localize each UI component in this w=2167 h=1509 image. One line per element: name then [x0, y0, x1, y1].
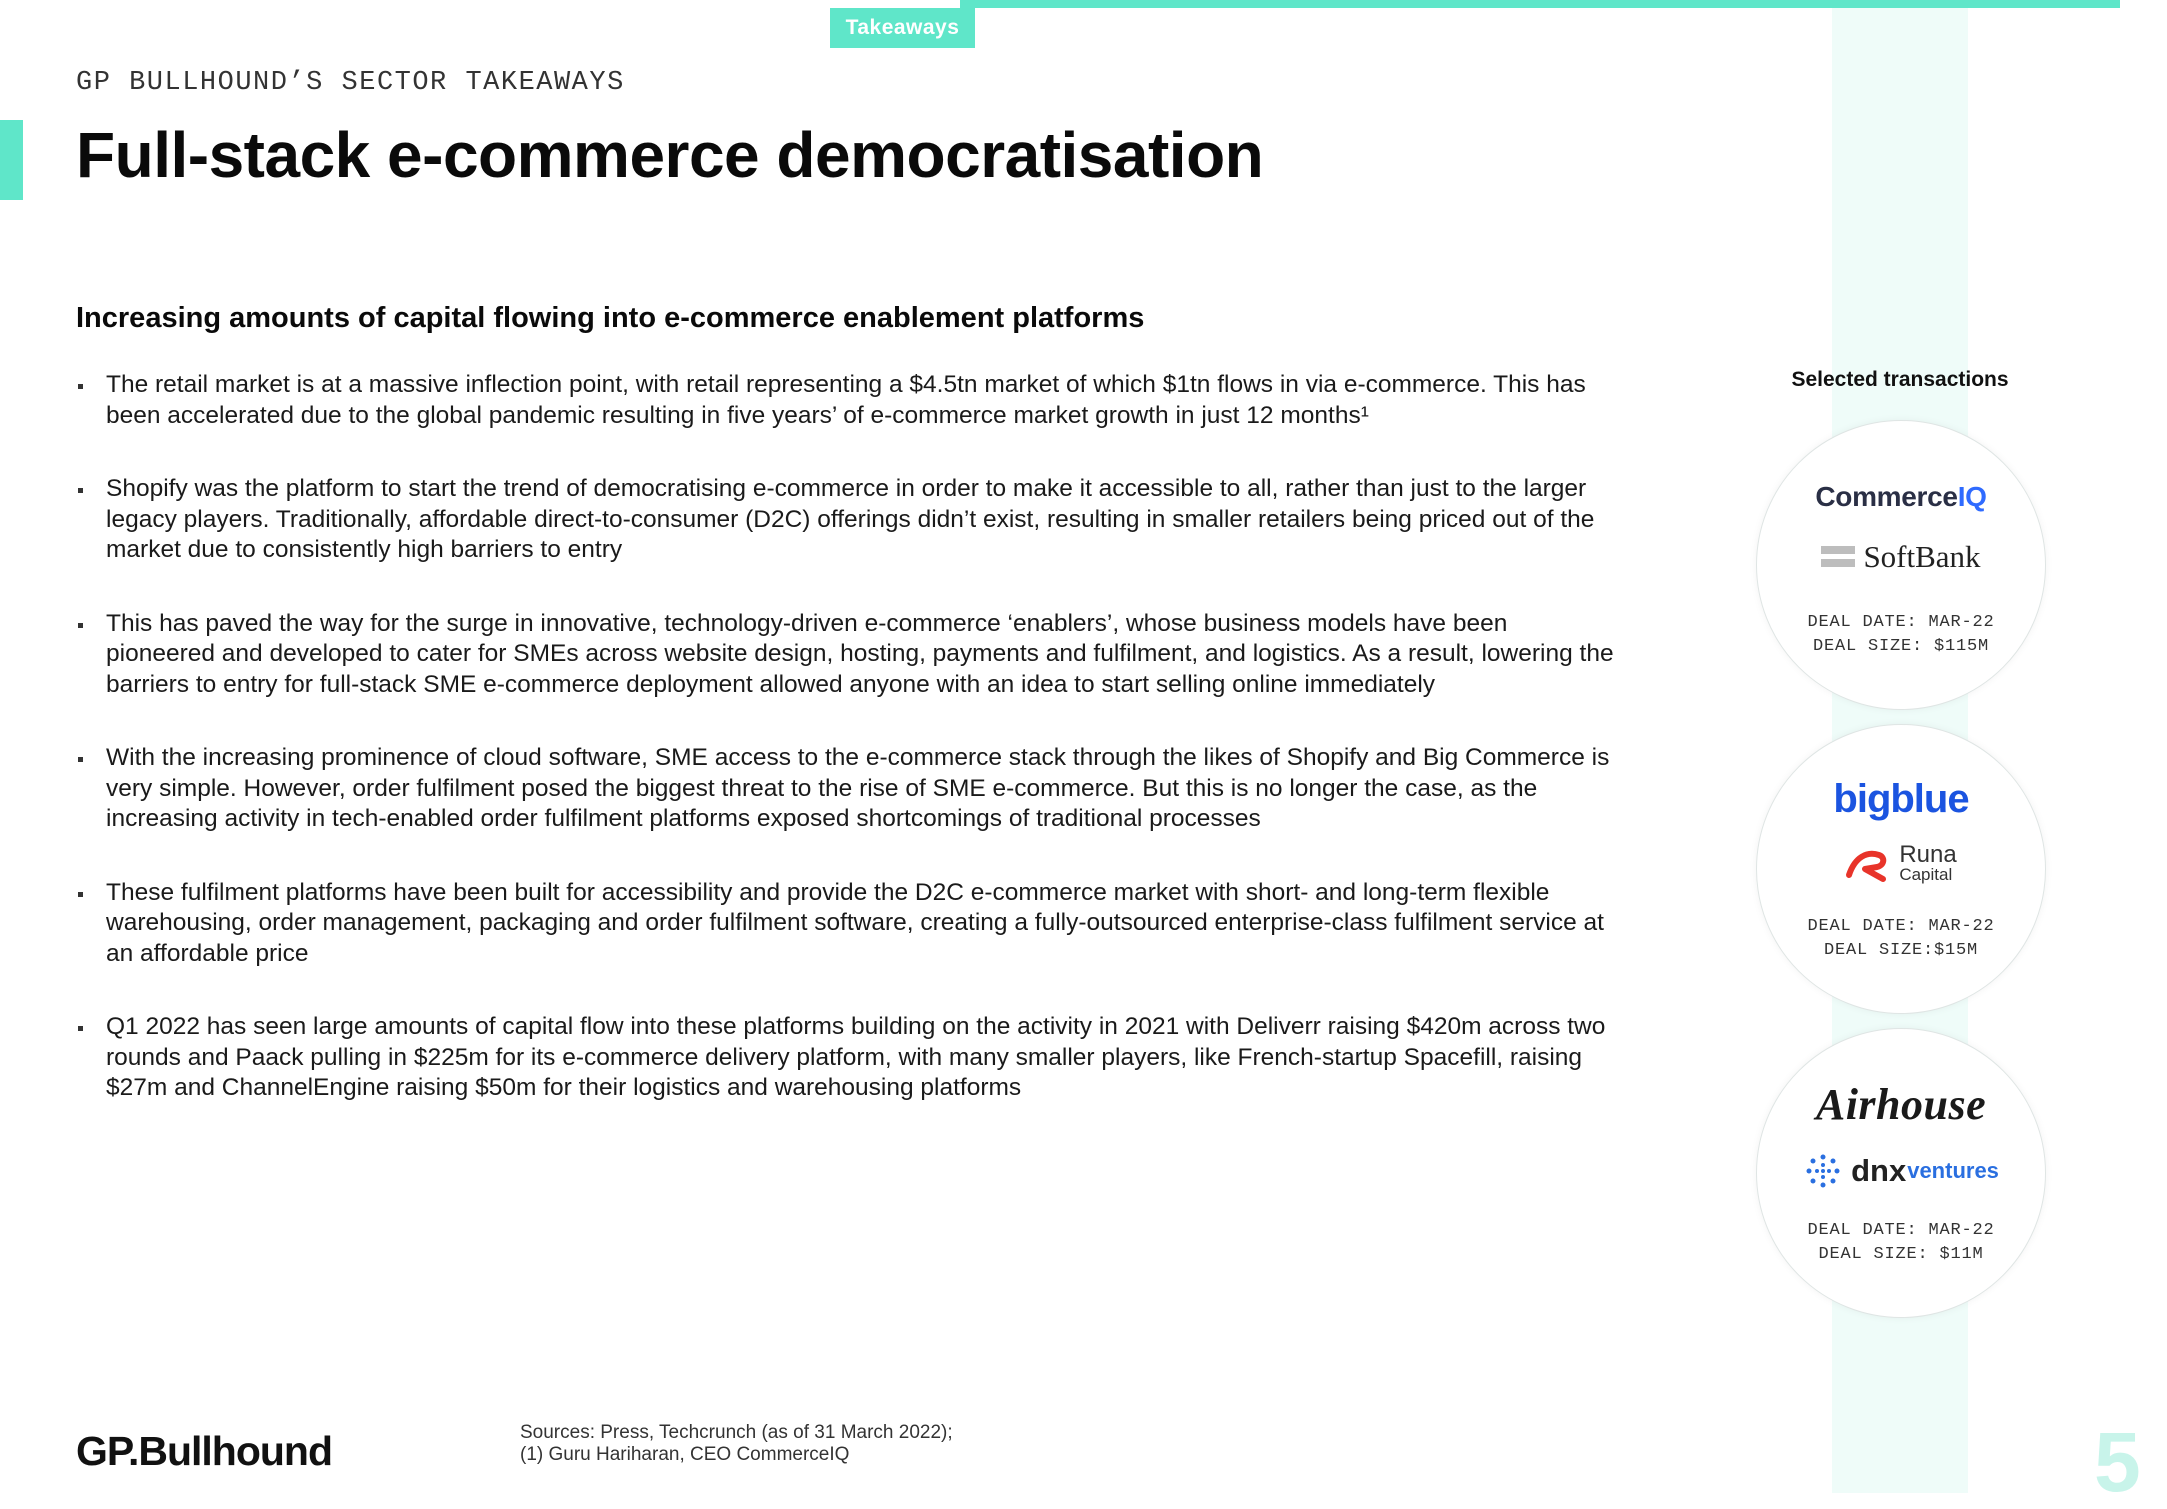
bullet-item: The retail market is at a massive inflection point, with retail representing a $4.5tn market of which $1tn flows in via e-commerce. This has been accelerated due to the global pandemic resulting in five years’ of e-commerce market growth in just 12 months¹ [76, 370, 1616, 431]
deal-size: DEAL SIZE: $115M [1812, 637, 1990, 656]
runa-capital-logo-text [1899, 841, 1957, 885]
page-number: 5 [2094, 1415, 2141, 1509]
deal-card-commerceiq [1756, 420, 2046, 710]
commerceiq-logo-main: Commerce [1815, 481, 1958, 512]
deal-date: DEAL DATE: MAR-22 [1807, 1221, 1995, 1240]
softbank-logo-text: SoftBank [1863, 539, 1981, 574]
deal-date: DEAL DATE: MAR-22 [1807, 613, 1995, 632]
deal-card-airhouse [1756, 1028, 2046, 1318]
softbank-logo [1757, 539, 2045, 575]
eyebrow-label: GP BULLHOUND’S SECTOR TAKEAWAYS [76, 68, 625, 98]
deal-size: DEAL SIZE: $11M [1818, 1245, 1984, 1264]
dnx-ventures-logo [1757, 1151, 2045, 1191]
bullet-item: These fulfilment platforms have been built for accessibility and provide the D2C e-commerce market with short- and long-term flexible warehousing, order management, packaging and order fulfilment software, creating a fully-outsourced enterprise-class fulfilment service at an affordable price [76, 878, 1616, 970]
bullet-list [76, 370, 1616, 1147]
title-accent-bar [0, 120, 23, 200]
dnx-logo-text: dnx [1851, 1153, 1907, 1188]
sources-note [520, 1422, 953, 1466]
softbank-logo-icon [1821, 546, 1855, 568]
sources-line: Sources: Press, Techcrunch (as of 31 March 2022); [520, 1422, 953, 1443]
gp-bullhound-logo: GP.Bullhound [76, 1428, 333, 1474]
section-tab[interactable]: Takeaways [830, 8, 975, 48]
commerceiq-logo-accent: IQ [1957, 481, 1987, 512]
sources-line: (1) Guru Hariharan, CEO CommerceIQ [520, 1444, 850, 1465]
runa-capital-logo [1757, 841, 2045, 885]
runa-capital-logo-icon [1845, 845, 1889, 885]
deal-meta [1757, 915, 2045, 963]
bullet-item: Shopify was the platform to start the trend of democratising e-commerce in order to make it accessible to all, rather than just to the larger legacy players. Traditionally, affordable direct-to-consumer (D2C) offerings didn’t exist, resulting in smaller retailers being priced out of the market due to consistently high barriers to entry [76, 474, 1616, 566]
deal-size: DEAL SIZE:$15M [1823, 941, 1979, 960]
top-accent-bar [960, 0, 2120, 8]
deal-meta [1757, 611, 2045, 659]
page-title: Full-stack e-commerce democratisation [76, 119, 1264, 191]
bullet-item: With the increasing prominence of cloud software, SME access to the e-commerce stack through the likes of Shopify and Big Commerce is very simple. However, order fulfilment posed the biggest threat to the rise of SME e-commerce. But this is no longer the case, as the increasing activity in tech-enabled order fulfilment platforms exposed shortcomings of traditional processes [76, 743, 1616, 835]
section-heading: Increasing amounts of capital flowing into e-commerce enablement platforms [76, 302, 1145, 334]
deal-date: DEAL DATE: MAR-22 [1807, 917, 1995, 936]
commerceiq-logo [1757, 481, 2045, 513]
bigblue-logo: bigblue [1833, 777, 1969, 821]
deal-meta [1757, 1219, 2045, 1267]
runa-sub: Capital [1899, 865, 1953, 884]
airhouse-logo: Airhouse [1815, 1080, 1987, 1129]
runa-name: Runa [1899, 841, 1957, 868]
dnx-logo-sub: ventures [1907, 1158, 1999, 1183]
bullet-item: This has paved the way for the surge in innovative, technology-driven e-commerce ‘enablers’, whose business models have been pioneered and developed to cater for SMEs across website design, hosting, payments and fulfilment, and logistics. As a result, lowering the barriers to entry for full-stack SME e-commerce deployment allowed anyone with an idea to start selling online immediately [76, 609, 1616, 701]
bullet-item: Q1 2022 has seen large amounts of capital flow into these platforms building on the activity in 2021 with Deliverr raising $420m across two rounds and Paack pulling in $225m for its e-commerce delivery platform, with many smaller players, like French-startup Spacefill, raising $27m and ChannelEngine raising $50m for their logistics and warehousing platforms [76, 1012, 1616, 1104]
deal-card-bigblue [1756, 724, 2046, 1014]
dnx-ventures-logo-icon [1803, 1151, 1843, 1191]
selected-transactions-title: Selected transactions [1791, 368, 2009, 391]
